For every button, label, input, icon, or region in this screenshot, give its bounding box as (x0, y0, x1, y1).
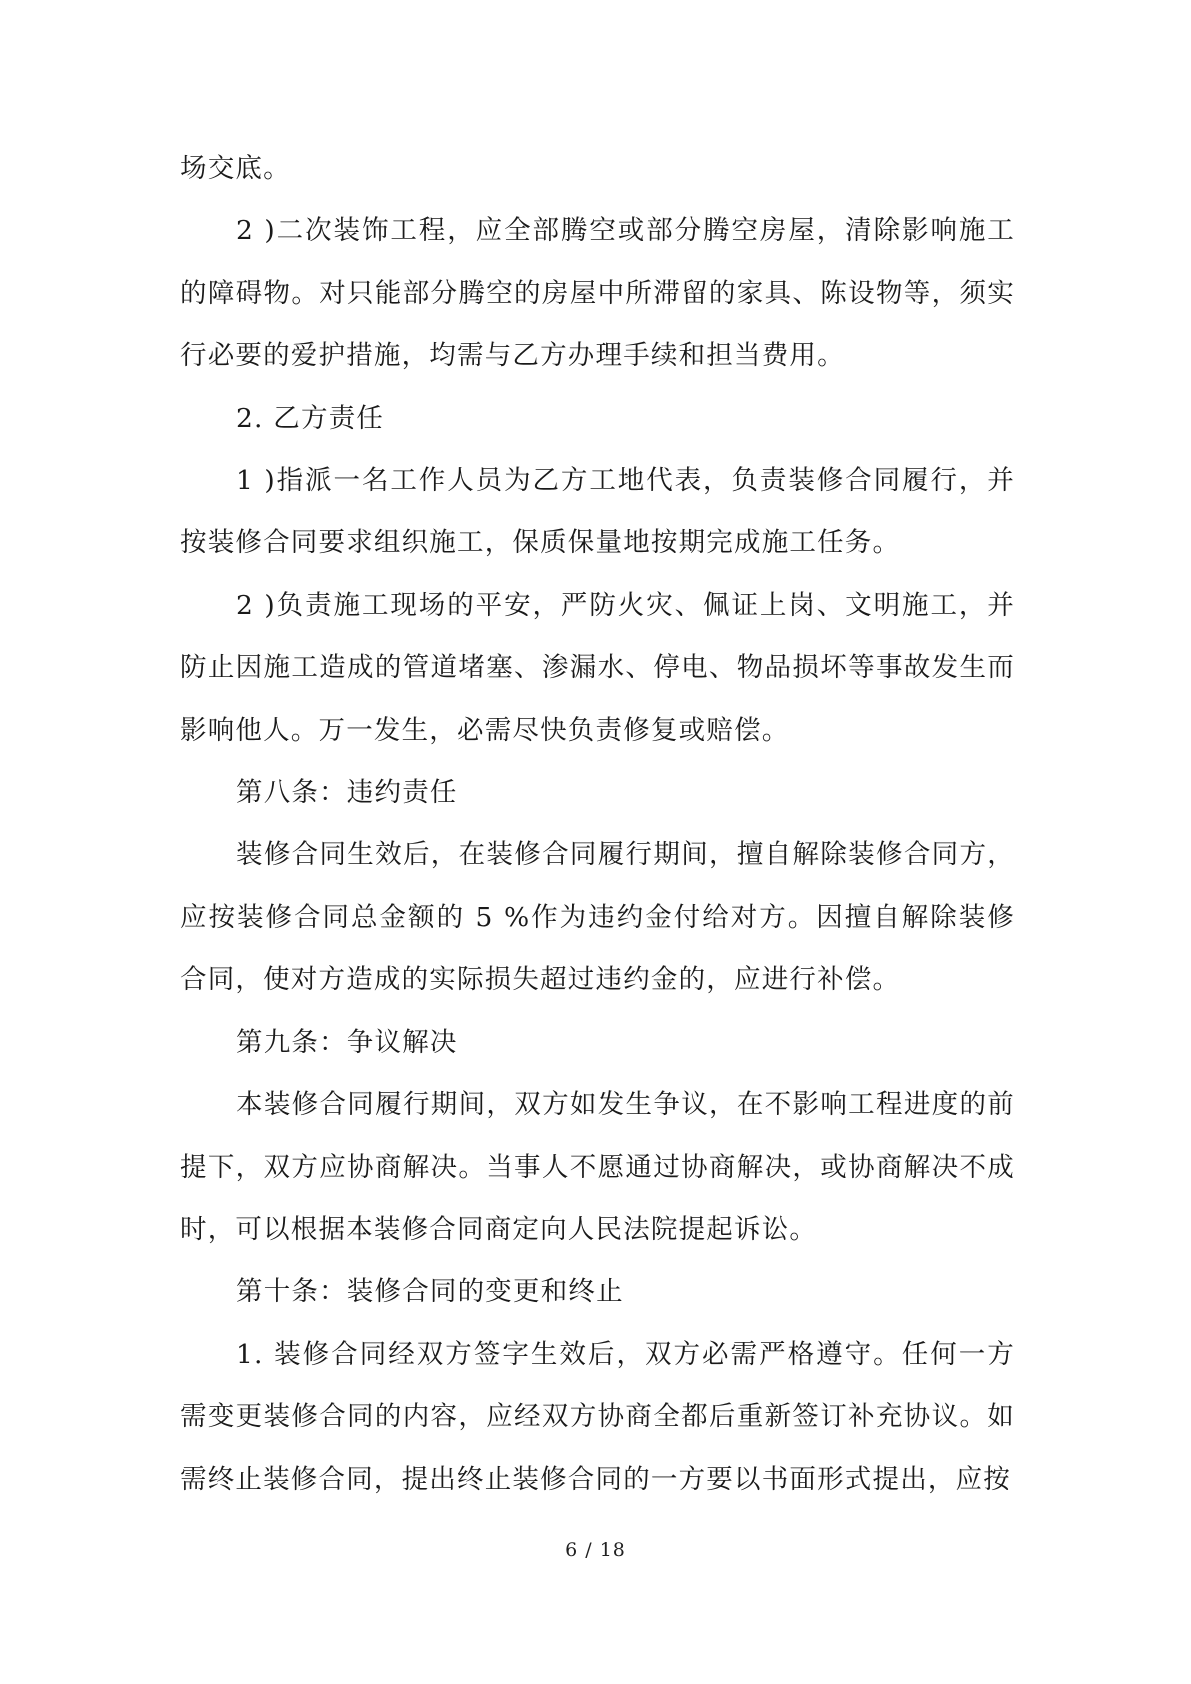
paragraph-breach-liability: 装修合同生效后，在装修合同履行期间，擅自解除装修合同方，应按装修合同总金额的 5 %作为违约金付给对方。因擅自解除装修合同，使对方造成的实际损失超过违约金的，应进行补偿。 (180, 839, 1015, 996)
heading-article-8: 第八条：违约责任 (236, 777, 458, 809)
paragraph-contract-change: 1. 装修合同经双方签字生效后，双方必需严格遵守。任何一方需变更装修合同的内容，应经双方协商全都后重新签订补充协议。如需终止装修合同，提出终止装修合同的一方要以书面形式提出，应按 (180, 1338, 1015, 1495)
paragraph-site-representative: 1 )指派一名工作人员为乙方工地代表，负责装修合同履行，并按装修合同要求组织施工，保质保量地按期完成施工任务。 (180, 465, 1015, 559)
paragraph-dispute-resolution: 本装修合同履行期间，双方如发生争议，在不影响工程进度的前提下，双方应协商解决。当事人不愿通过协商解决，或协商解决不成时，可以根据本装修合同商定向人民法院提起诉讼。 (180, 1089, 1015, 1245)
paragraph-continuation: 场交底。 (180, 153, 291, 184)
heading-party-b-responsibility: 2. 乙方责任 (236, 402, 385, 434)
paragraph-renovation-clearance: 2 )二次装饰工程，应全部腾空或部分腾空房屋，清除影响施工的障碍物。对只能部分腾空的房屋中所滞留的家具、陈设物等，须实行必要的爱护措施，均需与乙方办理手续和担当费用。 (180, 215, 1015, 372)
page-number: 6 / 18 (565, 1539, 626, 1561)
document-body (180, 138, 1015, 1511)
heading-article-10: 第十条：装修合同的变更和终止 (236, 1276, 624, 1308)
heading-article-9: 第九条：争议解决 (236, 1026, 458, 1058)
paragraph-site-safety: 2 )负责施工现场的平安，严防火灾、佩证上岗、文明施工，并防止因施工造成的管道堵塞、渗漏水、停电、物品损坏等事故发生而影响他人。万一发生，必需尽快负责修复或赔偿。 (180, 589, 1015, 746)
